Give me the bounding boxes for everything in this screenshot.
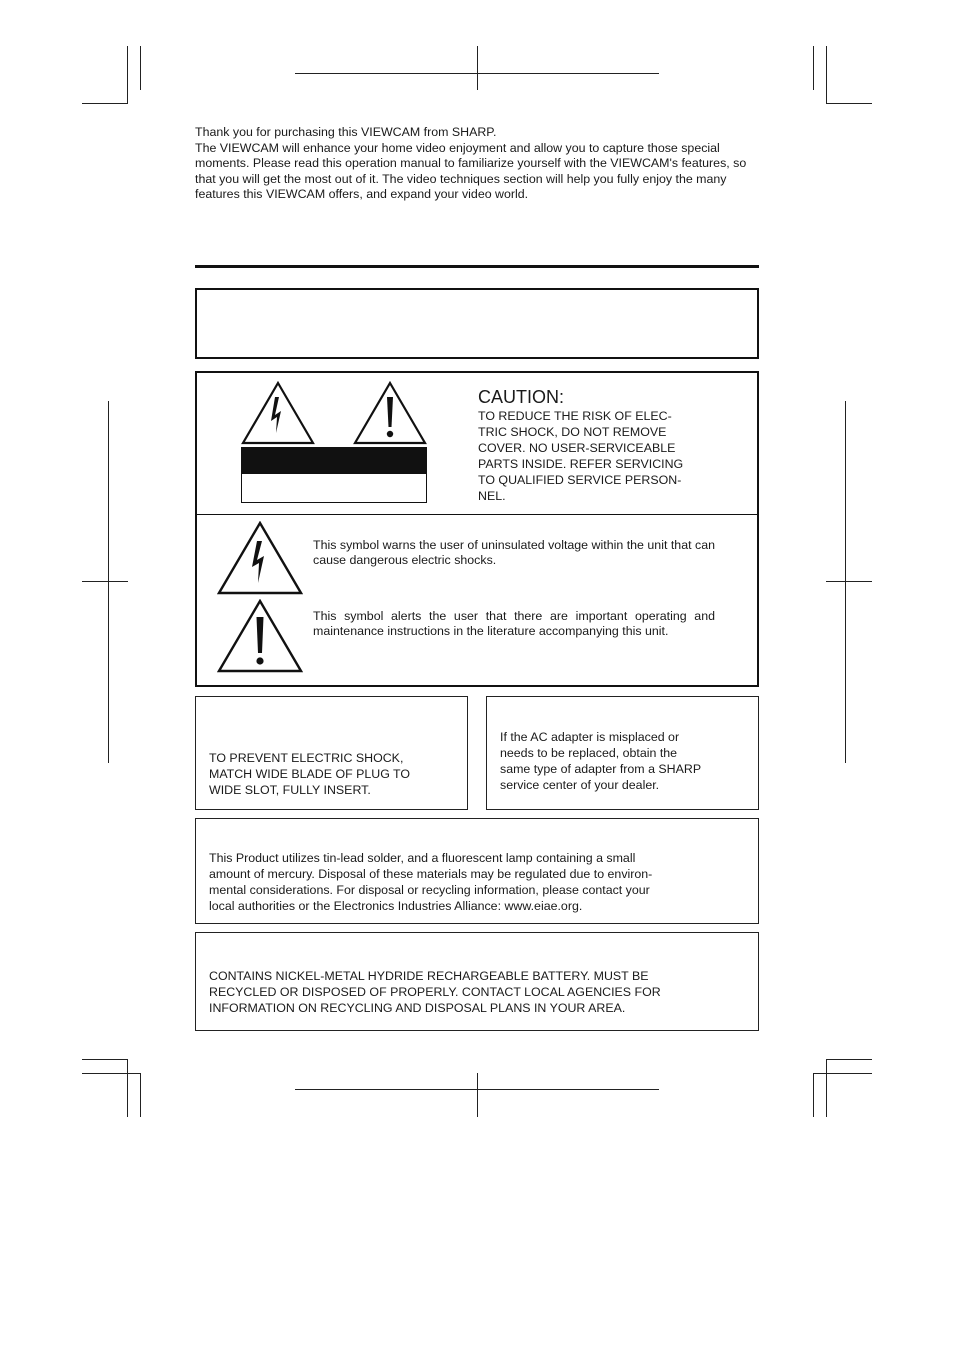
- lightning-triangle-icon: [241, 381, 315, 445]
- caution-line: NEL.: [478, 489, 506, 503]
- disposal-line: amount of mercury. Disposal of these materials may be regulated due to environ-: [209, 867, 653, 881]
- blank-warning-box: [195, 288, 759, 359]
- battery-line: RECYCLED OR DISPOSED OF PROPERLY. CONTACT LOCAL AGENCIES FOR: [209, 985, 661, 999]
- adapter-line: same type of adapter from a SHARP: [500, 762, 702, 776]
- caution-label-dark-band: [242, 448, 426, 474]
- caution-label-panel: [241, 447, 427, 503]
- adapter-line: service center of your dealer.: [500, 778, 660, 792]
- disposal-line: local authorities or the Electronics Industries Alliance: www.eiae.org.: [209, 899, 583, 913]
- exclamation-symbol-description: This symbol alerts the user that there are important operating and maintenance instructions in the literature accompanying this unit.: [313, 609, 715, 638]
- caution-divider: [197, 514, 757, 515]
- ac-adapter-box: [486, 696, 759, 810]
- lightning-triangle-icon: [217, 521, 303, 595]
- lightning-symbol-description: This symbol warns the user of uninsulated voltage within the unit that can cause dangerous electric shocks.: [313, 538, 715, 567]
- battery-notice-text: [209, 968, 661, 1016]
- battery-line: INFORMATION ON RECYCLING AND DISPOSAL PLANS IN YOUR AREA.: [209, 1001, 626, 1015]
- intro-line-2: The VIEWCAM will enhance your home video enjoyment and allow you to capture those special moments. Please read this operation manual to familiarize yourself with the VIEWCAM's features, so that you will get the most out of it. The video techniques section will help you fully enjoy the many features this VIEWCAM offers, and expand your video world.: [195, 140, 747, 201]
- adapter-line: If the AC adapter is misplaced or: [500, 730, 680, 744]
- exclamation-triangle-icon: [353, 381, 427, 445]
- disposal-line: This Product utilizes tin-lead solder, and a fluorescent lamp containing a small: [209, 851, 636, 865]
- disposal-notice-box: [195, 818, 759, 924]
- caution-text: [478, 408, 712, 504]
- section-rule: [195, 265, 759, 268]
- exclamation-triangle-icon: [217, 599, 303, 673]
- disposal-line: mental considerations. For disposal or recycling information, please contact your: [209, 883, 650, 897]
- caution-line: TO REDUCE THE RISK OF ELEC-: [478, 409, 672, 423]
- ac-adapter-text: [500, 729, 701, 793]
- battery-line: CONTAINS NICKEL-METAL HYDRIDE RECHARGEABLE BATTERY. MUST BE: [209, 969, 649, 983]
- adapter-line: needs to be replaced, obtain the: [500, 746, 678, 760]
- caution-line: COVER. NO USER-SERVICEABLE: [478, 441, 676, 455]
- plug-line: WIDE SLOT, FULLY INSERT.: [209, 783, 371, 797]
- caution-title: CAUTION:: [478, 387, 565, 407]
- plug-line: TO PREVENT ELECTRIC SHOCK,: [209, 751, 404, 765]
- battery-notice-box: [195, 932, 759, 1031]
- caution-box: [195, 371, 759, 687]
- plug-warning-text: [209, 750, 410, 798]
- intro-line-1: Thank you for purchasing this VIEWCAM from SHARP.: [195, 125, 497, 139]
- intro-paragraph: [195, 125, 760, 203]
- plug-line: MATCH WIDE BLADE OF PLUG TO: [209, 767, 411, 781]
- caution-line: PARTS INSIDE. REFER SERVICING: [478, 457, 684, 471]
- disposal-notice-text: [209, 850, 652, 914]
- plug-warning-box: [195, 696, 468, 810]
- caution-line: TRIC SHOCK, DO NOT REMOVE: [478, 425, 667, 439]
- caution-line: TO QUALIFIED SERVICE PERSON-: [478, 473, 682, 487]
